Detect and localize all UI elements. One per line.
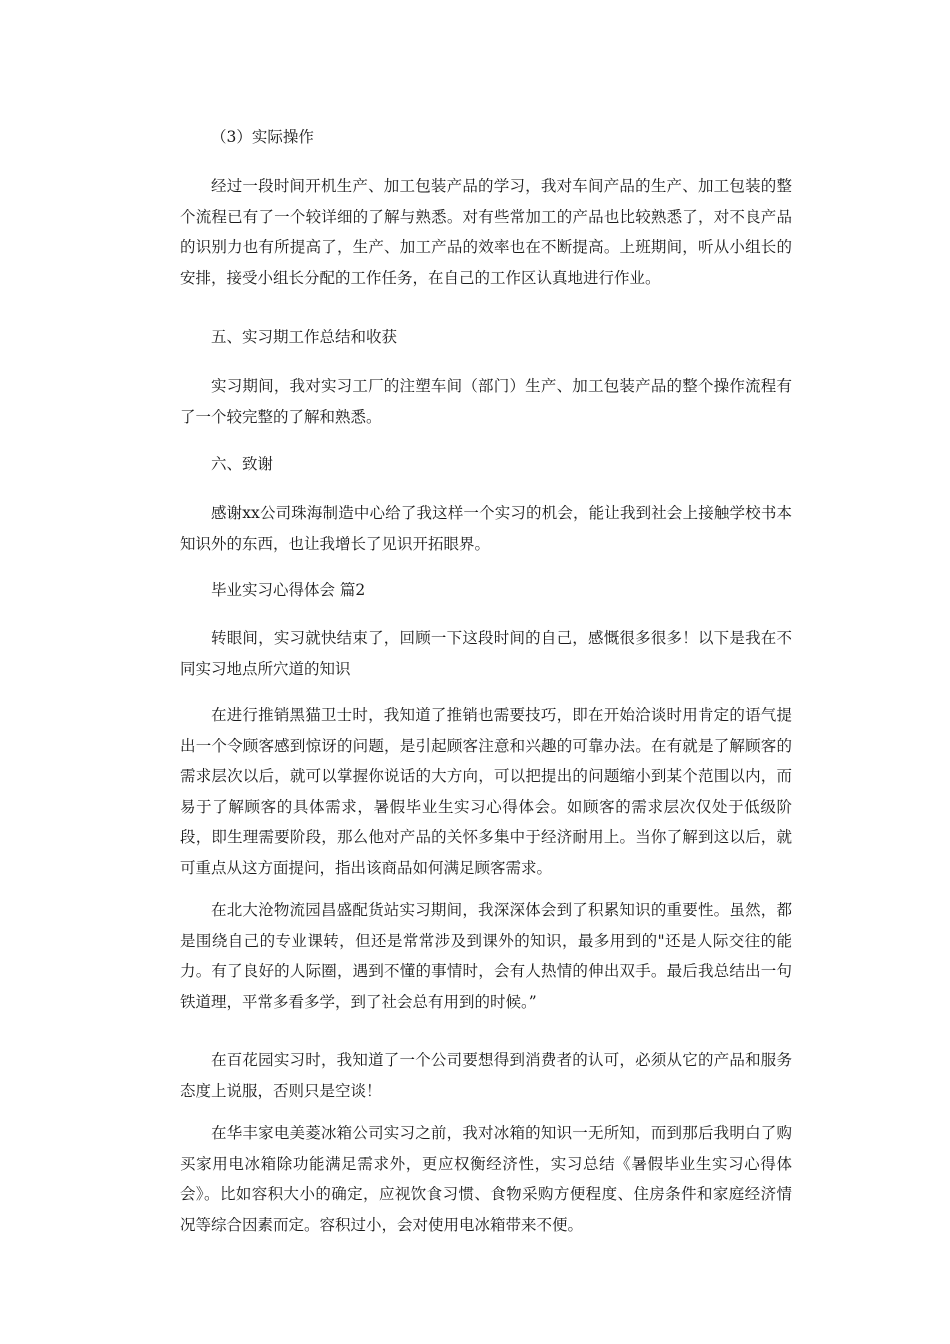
paragraph-summary: 实习期间，我对实习工厂的注塑车间（部门）生产、加工包装产品的整个操作流程有了一个较完整的了解和熟悉。: [180, 377, 792, 426]
paragraph-practical-operation: 经过一段时间开机生产、加工包装产品的学习，我对车间产品的生产、加工包装的整个流程已有了一个较详细的了解与熟悉。对有些常加工的产品也比较熟悉了，对不良产品的识别力也有所提高了，生产、加工产品的效率也在不断提高。上班期间，听从小组长的安排，接受小组长分配的工作任务，在自己的工作区认真地进行作业。: [180, 177, 792, 287]
paragraph-logistics: 在北大沧物流园昌盛配货站实习期间，我深深体会到了积累知识的重要性。虽然，都是围绕自己的专业课转，但还是常常涉及到课外的知识，最多用到的"还是人际交往的能力。有了良好的人际圈，遇到不懂的事情时，会有人热情的伸出双手。最后我总结出一句铁道理，平常多看多学，到了社会总有用到的时候。”: [180, 901, 792, 1011]
paragraph-intro: 转眼间，实习就快结束了，回顾一下这段时间的自己，感慨很多很多！以下是我在不同实习地点所穴道的知识: [180, 629, 792, 678]
section-title-part-2: 毕业实习心得体会 篇2: [211, 581, 366, 599]
paragraph-acknowledgements: 感谢xx公司珠海制造中心给了我这样一个实习的机会，能让我到社会上接触学校书本知识外的东西，也让我增长了见识开拓眼界。: [180, 504, 792, 553]
paragraph-baihuayuan: 在百花园实习时，我知道了一个公司要想得到消费者的认可，必须从它的产品和服务态度上说服，否则只是空谈！: [180, 1051, 792, 1100]
paragraph-refrigerator: 在华丰家电美菱冰箱公司实习之前，我对冰箱的知识一无所知，而到那后我明白了购买家用电冰箱除功能满足需求外，更应权衡经济性，实习总结《暑假毕业生实习心得体会》。比如容积大小的确定，应视饮食习惯、食物采购方便程度、住房条件和家庭经济情况等综合因素而定。容积过小，会对使用电冰箱带来不便。: [180, 1124, 792, 1234]
subheading-practical-operation: （3）实际操作: [211, 128, 314, 146]
paragraph-sales-skills: 在进行推销黑猫卫士时，我知道了推销也需要技巧，即在开始洽谈时用肯定的语气提出一个令顾客感到惊讶的问题，是引起顾客注意和兴趣的可靠办法。在有就是了解顾客的需求层次以后，就可以掌握你说话的大方向，可以把提出的问题缩小到某个范围以内，而易于了解顾客的具体需求，暑假毕业生实习心得体会。如顾客的需求层次仅处于低级阶段，即生理需要阶段，那么他对产品的关怀多集中于经济耐用上。当你了解到这以后，就可重点从这方面提问，指出该商品如何满足顾客需求。: [180, 706, 792, 877]
heading-summary-and-gains: 五、实习期工作总结和收获: [211, 328, 398, 346]
heading-acknowledgements: 六、致谢: [211, 455, 274, 473]
